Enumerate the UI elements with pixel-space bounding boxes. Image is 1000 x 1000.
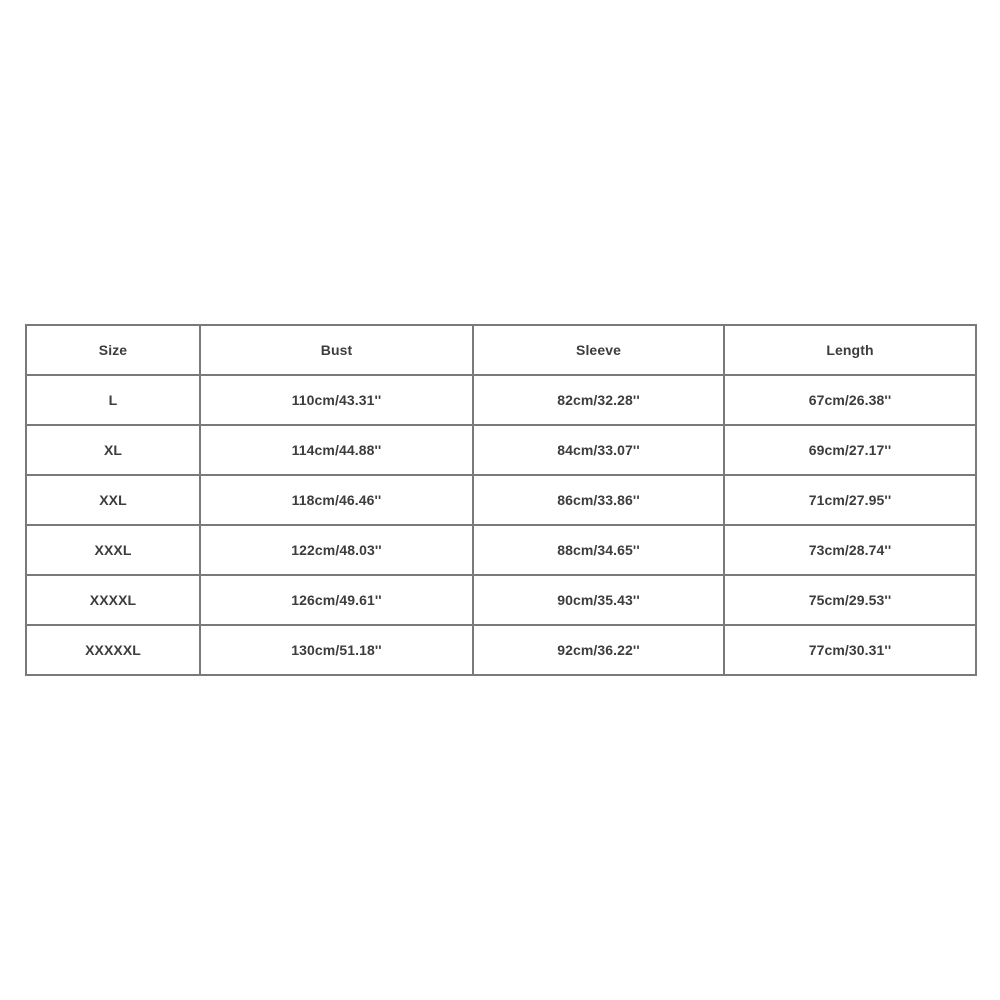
cell-length: 73cm/28.74'' [724, 525, 976, 575]
table-row [26, 425, 976, 475]
table-row [26, 375, 976, 425]
cell-length: 75cm/29.53'' [724, 575, 976, 625]
header-size: Size [26, 325, 200, 375]
cell-size: XXL [26, 475, 200, 525]
table-row [26, 475, 976, 525]
cell-bust: 114cm/44.88'' [200, 425, 473, 475]
cell-length: 71cm/27.95'' [724, 475, 976, 525]
cell-sleeve: 84cm/33.07'' [473, 425, 724, 475]
cell-sleeve: 88cm/34.65'' [473, 525, 724, 575]
cell-size: XXXXL [26, 575, 200, 625]
cell-size: XXXL [26, 525, 200, 575]
cell-sleeve: 86cm/33.86'' [473, 475, 724, 525]
cell-bust: 122cm/48.03'' [200, 525, 473, 575]
header-row [26, 325, 976, 375]
cell-length: 67cm/26.38'' [724, 375, 976, 425]
cell-size: XXXXXL [26, 625, 200, 675]
table-row [26, 575, 976, 625]
cell-sleeve: 92cm/36.22'' [473, 625, 724, 675]
cell-bust: 130cm/51.18'' [200, 625, 473, 675]
cell-sleeve: 82cm/32.28'' [473, 375, 724, 425]
table-row [26, 525, 976, 575]
cell-sleeve: 90cm/35.43'' [473, 575, 724, 625]
cell-length: 77cm/30.31'' [724, 625, 976, 675]
cell-size: XL [26, 425, 200, 475]
cell-size: L [26, 375, 200, 425]
size-chart [25, 324, 975, 675]
size-table [25, 324, 977, 676]
header-bust: Bust [200, 325, 473, 375]
cell-bust: 110cm/43.31'' [200, 375, 473, 425]
header-sleeve: Sleeve [473, 325, 724, 375]
cell-bust: 126cm/49.61'' [200, 575, 473, 625]
cell-length: 69cm/27.17'' [724, 425, 976, 475]
cell-bust: 118cm/46.46'' [200, 475, 473, 525]
header-length: Length [724, 325, 976, 375]
table-row [26, 625, 976, 675]
